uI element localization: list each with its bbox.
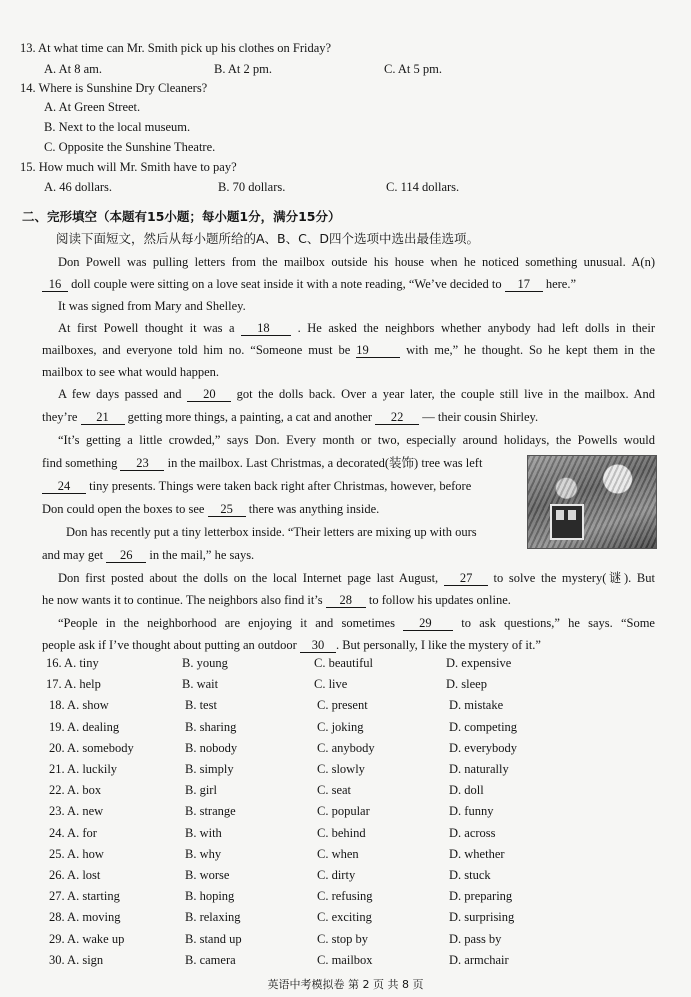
passage-line: At first Powell thought it was a 18 . He asked the neighbors whether anybody had left dolls in their [58,321,655,335]
choice-23-d: D. funny [449,804,494,819]
choice-27-a: 27. A. starting [49,889,120,904]
choice-29-d: D. pass by [449,931,502,946]
passage-line: Don could open the boxes to see 25 there was anything inside. [42,502,380,516]
blank-23: 23 [120,457,164,471]
choice-30-a: 30. A. sign [49,952,104,967]
passage-line: people ask if I’ve thought about putting an outdoor 30 . But personally, I like the mystery of it.” [42,638,541,652]
choice-30-d: D. armchair [449,952,509,967]
blank-22: 22 [375,411,419,425]
choice-27-b: B. hoping [185,889,235,904]
choice-25-d: D. whether [449,846,505,861]
choice-23-b: B. strange [185,804,236,819]
passage-line: 16 doll couple were sitting on a love seat inside it with a note reading, “We’ve decided to 17 here.” [42,276,576,292]
section-instruction: 阅读下面短文，然后从每小题所给的A、B、C、D四个选项中选出最佳选项。 [56,231,479,246]
passage-line: “It’s getting a little crowded,” says Don. Every month or two, especially around holidays, the Powells would [58,433,655,447]
passage-line: mailboxes, and everyone told him no. “Someone must be 19 with me,” he thought. So he kept them in the [42,343,656,357]
choice-16-c: C. beautiful [314,656,374,670]
question-13-stem: 13. At what time can Mr. Smith pick up his clothes on Friday? [20,41,332,55]
passage-line: they’re 21 getting more things, a painting, a cat and another 22 — their cousin Shirley. [42,410,539,424]
choice-27-d: D. preparing [449,889,513,904]
choice-20-d: D. everybody [449,740,518,755]
passage-line: “People in the neighborhood are enjoying it and sometimes 29 to ask questions,” he says. “Some [58,616,655,630]
choice-19-b: B. sharing [185,719,237,734]
question-15-option-a: A. 46 dollars. [44,180,113,194]
blank-17: 17 [505,278,543,292]
choice-30-c: C. mailbox [317,952,373,967]
choice-21-d: D. naturally [449,762,509,776]
question-15-option-b: B. 70 dollars. [218,180,286,194]
choice-16-b: B. young [182,656,228,670]
blank-19: 19 [356,344,400,358]
choice-16-a: 16. A. tiny [46,656,99,670]
choice-28-c: C. exciting [317,910,372,925]
choice-17-a: 17. A. help [46,677,101,692]
choice-28-b: B. relaxing [185,910,241,925]
passage-line: Don Powell was pulling letters from the mailbox outside his house when he noticed something unusual. A(n) [58,255,655,269]
choice-21-b: B. simply [185,762,234,776]
choice-21-c: C. slowly [317,762,365,776]
choice-18-c: C. present [317,698,368,713]
page-footer: 英语中考模拟卷 第 2 页 共 8 页 [267,978,424,991]
choice-22-c: C. seat [317,783,352,798]
choice-19-c: C. joking [317,719,364,734]
question-13-option-b: B. At 2 pm. [214,62,272,76]
choice-25-b: B. why [185,846,222,861]
passage-line: Don has recently put a tiny letterbox inside. “Their letters are mixing up with ours [66,525,477,539]
passage-line: A few days passed and 20 got the dolls back. Over a year later, the couple still live in the mailbox. And [58,387,655,401]
choice-29-a: 29. A. wake up [49,931,125,946]
question-14-option-b: B. Next to the local museum. [44,120,191,134]
choice-17-b: B. wait [182,677,219,692]
choice-19-a: 19. A. dealing [49,719,120,734]
choice-17-d: D. sleep [446,677,487,692]
passage-line: 24 tiny presents. Things were taken back right after Christmas, however, before [42,478,471,494]
choice-22-d: D. doll [449,783,484,798]
choice-24-d: D. across [449,825,496,840]
section-title: 二、完形填空（本题有15小题；每小题1分，满分15分） [22,209,341,224]
choice-29-c: C. stop by [317,931,369,946]
blank-28: 28 [326,594,366,608]
choice-25-a: 25. A. how [49,846,104,861]
blank-16: 16 [42,278,68,292]
choice-20-a: 20. A. somebody [49,740,134,755]
choice-28-a: 28. A. moving [49,910,121,925]
choice-22-b: B. girl [185,783,217,798]
blank-18: 18 [241,322,291,336]
choice-22-a: 22. A. box [49,783,102,798]
passage-line: Don first posted about the dolls on the local Internet page last August, 27 to solve the mystery(谜). But [58,571,655,585]
choice-17-c: C. live [314,677,348,692]
mailbox-photo [527,455,657,549]
choice-27-c: C. refusing [317,889,373,904]
blank-25: 25 [208,503,246,517]
blank-24: 24 [42,480,86,494]
choice-26-b: B. worse [185,868,230,882]
blank-29: 29 [403,617,453,631]
passage-line: and may get 26 in the mail,” he says. [42,548,255,562]
question-14-option-c: C. Opposite the Sunshine Theatre. [44,140,216,154]
choice-18-d: D. mistake [449,698,504,713]
choice-24-c: C. behind [317,825,366,840]
question-15-stem: 15. How much will Mr. Smith have to pay? [20,160,237,174]
choice-21-a: 21. A. luckily [49,762,118,776]
choice-24-b: B. with [185,825,222,840]
question-14-option-a: A. At Green Street. [44,100,141,114]
choice-23-c: C. popular [317,804,370,819]
blank-30: 30 [300,639,336,653]
passage-line: find something 23 in the mailbox. Last Christmas, a decorated(装饰) tree was left [42,456,483,470]
choice-26-d: D. stuck [449,868,491,882]
blank-27: 27 [444,572,488,586]
choice-16-d: D. expensive [446,656,512,670]
choice-25-c: C. when [317,846,359,861]
choice-26-a: 26. A. lost [49,868,101,882]
passage-line: mailbox to see what would happen. [42,365,220,379]
choice-28-d: D. surprising [449,910,515,925]
choice-19-d: D. competing [449,719,518,734]
choice-23-a: 23. A. new [49,804,104,819]
passage-line: It was signed from Mary and Shelley. [58,299,246,313]
choice-26-c: C. dirty [317,868,356,882]
choice-29-b: B. stand up [185,931,242,946]
blank-20: 20 [187,388,231,402]
question-14-stem: 14. Where is Sunshine Dry Cleaners? [20,81,208,95]
choice-30-b: B. camera [185,952,236,967]
question-13-option-c: C. At 5 pm. [384,62,442,76]
doll-house-icon [550,504,584,540]
blank-26: 26 [106,549,146,563]
choice-24-a: 24. A. for [49,825,97,840]
question-13-option-a: A. At 8 am. [44,62,102,76]
choice-20-c: C. anybody [317,740,375,755]
choice-18-a: 18. A. show [49,698,109,713]
choice-18-b: B. test [185,698,217,713]
choice-20-b: B. nobody [185,740,238,755]
blank-21: 21 [81,411,125,425]
question-15-option-c: C. 114 dollars. [386,180,460,194]
passage-line: he now wants it to continue. The neighbors also find it’s 28 to follow his updates online. [42,593,511,607]
